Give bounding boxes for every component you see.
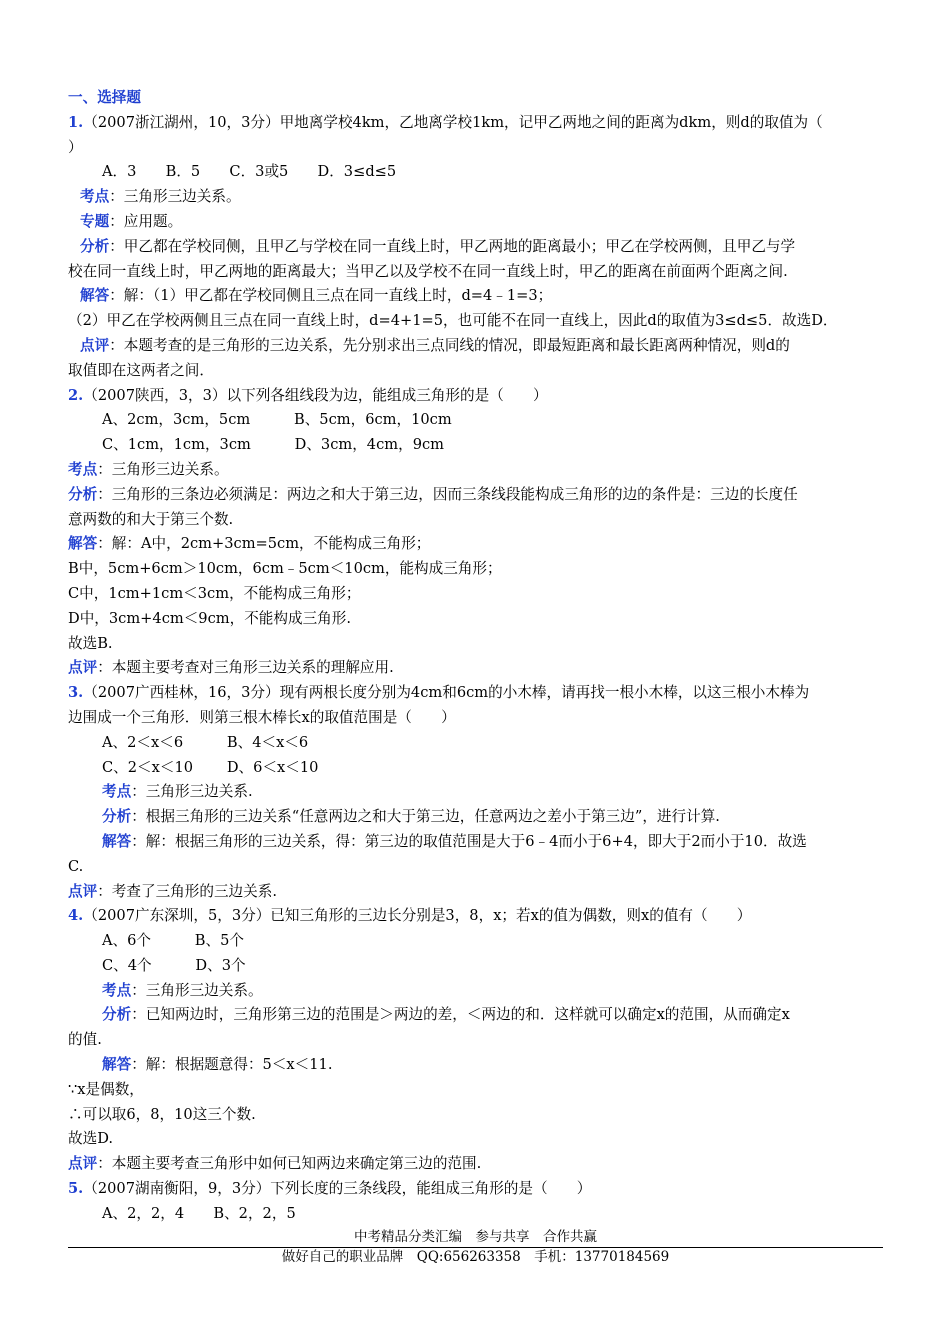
text-line xyxy=(68,557,883,582)
line-text: ：三角形三边关系. xyxy=(131,783,253,801)
text-line xyxy=(68,855,883,880)
text-line xyxy=(68,284,883,309)
keyword-label: 分析 xyxy=(102,808,132,826)
line-text: ：本题主要考查对三角形三边关系的理解应用. xyxy=(97,659,394,677)
keyword-label: 解答 xyxy=(102,1056,132,1074)
page-footer xyxy=(68,1228,883,1266)
text-line xyxy=(68,780,883,805)
text-line xyxy=(68,433,883,458)
question-number: 1. xyxy=(68,113,84,131)
text-line xyxy=(68,1003,883,1028)
text-line xyxy=(68,756,883,781)
document-body xyxy=(68,86,883,1227)
question-number: 5. xyxy=(68,1180,84,1198)
text-line xyxy=(68,929,883,954)
text-line xyxy=(68,309,883,334)
text-line xyxy=(68,979,883,1004)
line-text: （2）甲乙在学校两侧且三点在同一直线上时，d=4+1=5，也可能不在同一直线上，因此d的取值为3≤d≤5．故选D． xyxy=(68,312,838,330)
keyword-label: 分析 xyxy=(102,1006,132,1024)
keyword-label: 点评 xyxy=(68,1155,98,1173)
text-line xyxy=(68,1177,883,1202)
question-number: 2. xyxy=(68,386,84,404)
line-text: ：三角形三边关系。 xyxy=(109,188,241,206)
text-line xyxy=(68,260,883,285)
line-text: （2007浙江湖州，10，3分）甲地离学校4km，乙地离学校1km，记甲乙两地之间的距离为dkm，则d的取值为（ xyxy=(83,113,823,131)
text-line xyxy=(68,458,883,483)
line-text: ：已知两边时，三角形第三边的范围是＞两边的差，＜两边的和．这样就可以确定x的范围，从而确定x xyxy=(131,1006,790,1024)
line-text: （2007湖南衡阳，9，3分）下列长度的三条线段，能组成三角形的是（ ） xyxy=(83,1180,592,1198)
line-text: C中，1cm+1cm＜3cm，不能构成三角形； xyxy=(68,584,361,602)
keyword-label: 考点 xyxy=(102,783,132,801)
line-text: 的值. xyxy=(68,1031,102,1049)
line-text: 校在同一直线上时，甲乙两地的距离最大；当甲乙以及学校不在同一直线上时，甲乙的距离在前面两个距离之间. xyxy=(68,262,788,280)
line-text: A、2＜x＜6 B、4＜x＜6 xyxy=(102,733,309,751)
text-line xyxy=(68,1152,883,1177)
keyword-label: 考点 xyxy=(80,188,110,206)
keyword-label: 解答 xyxy=(68,535,98,553)
text-line xyxy=(68,731,883,756)
text-line xyxy=(68,830,883,855)
line-text: ：三角形三边关系。 xyxy=(97,460,229,478)
line-text: ：解：根据题意得：5＜x＜11. xyxy=(131,1056,333,1074)
text-line xyxy=(68,1028,883,1053)
keyword-label: 解答 xyxy=(80,287,110,305)
line-text: ：解：根据三角形的三边关系，得：第三边的取值范围是大于6﹣4而小于6+4，即大于2而小于10．故选 xyxy=(131,832,807,850)
text-line xyxy=(68,483,883,508)
text-line xyxy=(68,160,883,185)
line-text: ：甲乙都在学校同侧，且甲乙与学校在同一直线上时，甲乙两地的距离最小；甲乙在学校两侧，且甲乙与学 xyxy=(109,237,796,255)
text-line xyxy=(68,1202,883,1227)
keyword-label: 考点 xyxy=(102,981,132,999)
footer-line-1: 中考精品分类汇编 参与共享 合作共赢 xyxy=(354,1229,597,1245)
line-text: 故选B. xyxy=(68,634,113,652)
line-text: ：三角形三边关系。 xyxy=(131,981,263,999)
line-text: （2007广东深圳，5，3分）已知三角形的三边长分别是3，8，x；若x的值为偶数，则x的值有（ ） xyxy=(83,907,752,925)
line-text: ：解：（1）甲乙都在学校同侧且三点在同一直线上时，d=4﹣1=3； xyxy=(109,287,553,305)
keyword-label: 点评 xyxy=(68,882,98,900)
line-text: D中，3cm+4cm＜9cm，不能构成三角形. xyxy=(68,609,351,627)
line-text: C、4个 D、3个 xyxy=(102,956,246,974)
text-line xyxy=(68,1103,883,1128)
text-line xyxy=(68,111,883,136)
line-text: ：解：A中，2cm+3cm=5cm，不能构成三角形； xyxy=(97,535,431,553)
text-line xyxy=(68,334,883,359)
line-text: 意两数的和大于第三个数. xyxy=(68,510,234,528)
line-text: ：应用题。 xyxy=(109,212,183,230)
text-line xyxy=(68,136,883,161)
keyword-label: 点评 xyxy=(68,659,98,677)
line-text: ：考查了三角形的三边关系. xyxy=(97,882,277,900)
text-line xyxy=(68,656,883,681)
line-text: ：本题主要考查三角形中如何已知两边来确定第三边的范围. xyxy=(97,1155,482,1173)
text-line xyxy=(68,508,883,533)
line-text: 边围成一个三角形．则第三根木棒长x的取值范围是（ ） xyxy=(68,708,456,726)
keyword-label: 解答 xyxy=(102,832,132,850)
line-text: C、1cm，1cm，3cm D、3cm，4cm，9cm xyxy=(102,436,444,454)
keyword-label: 点评 xyxy=(80,336,110,354)
text-line xyxy=(68,632,883,657)
keyword-label: 考点 xyxy=(68,460,98,478)
text-line xyxy=(68,954,883,979)
line-text: 取值即在这两者之间． xyxy=(68,361,214,379)
text-line xyxy=(68,1053,883,1078)
line-text: ∵x是偶数， xyxy=(68,1080,144,1098)
line-text: C. xyxy=(68,857,84,875)
line-text: A、2cm，3cm，5cm B、5cm，6cm，10cm xyxy=(102,411,452,429)
keyword-label: 分析 xyxy=(80,237,110,255)
line-text: 故选D. xyxy=(68,1130,114,1148)
line-text: C、2＜x＜10 D、6＜x＜10 xyxy=(102,758,319,776)
line-text: A、2，2，4 B、2，2，5 xyxy=(102,1204,296,1222)
line-text: ：本题考查的是三角形的三边关系，先分别求出三点同线的情况，即最短距离和最长距离两种情况，则d的 xyxy=(109,336,790,354)
keyword-label: 专题 xyxy=(80,212,110,230)
text-line xyxy=(68,1078,883,1103)
text-line xyxy=(68,607,883,632)
line-text: A．3 B．5 C．3或5 D．3≤d≤5 xyxy=(102,163,397,181)
text-line xyxy=(68,384,883,409)
text-line xyxy=(68,880,883,905)
text-line xyxy=(68,681,883,706)
text-line xyxy=(68,359,883,384)
line-text: ） xyxy=(68,138,83,156)
text-line xyxy=(68,210,883,235)
text-line xyxy=(68,235,883,260)
keyword-label: 分析 xyxy=(68,485,98,503)
text-line xyxy=(68,1127,883,1152)
question-number: 3. xyxy=(68,684,84,702)
content-lines xyxy=(68,111,883,1227)
section-title: 一、选择题 xyxy=(68,89,141,106)
text-line xyxy=(68,185,883,210)
line-text: ：根据三角形的三边关系“任意两边之和大于第三边，任意两边之差小于第三边”，进行计算. xyxy=(131,808,720,826)
line-text: A、6个 B、5个 xyxy=(102,932,244,950)
text-line xyxy=(68,532,883,557)
question-number: 4. xyxy=(68,907,84,925)
line-text: ∴可以取6，8，10这三个数. xyxy=(68,1105,256,1123)
line-text: B中，5cm+6cm＞10cm，6cm﹣5cm＜10cm，能构成三角形； xyxy=(68,560,502,578)
line-text: （2007陕西，3，3）以下列各组线段为边，能组成三角形的是（ ） xyxy=(83,386,548,404)
line-text: ：三角形的三条边必须满足：两边之和大于第三边，因而三条线段能构成三角形的边的条件是：三边的长度任 xyxy=(97,485,798,503)
line-text: （2007广西桂林，16，3分）现有两根长度分别为4cm和6cm的小木棒，请再找一根小木棒，以这三根小木棒为 xyxy=(83,684,810,702)
text-line xyxy=(68,582,883,607)
text-line xyxy=(68,904,883,929)
text-line xyxy=(68,805,883,830)
text-line xyxy=(68,408,883,433)
text-line xyxy=(68,706,883,731)
footer-line-2: 做好自己的职业品牌 QQ:656263358 手机：13770184569 xyxy=(281,1249,670,1265)
